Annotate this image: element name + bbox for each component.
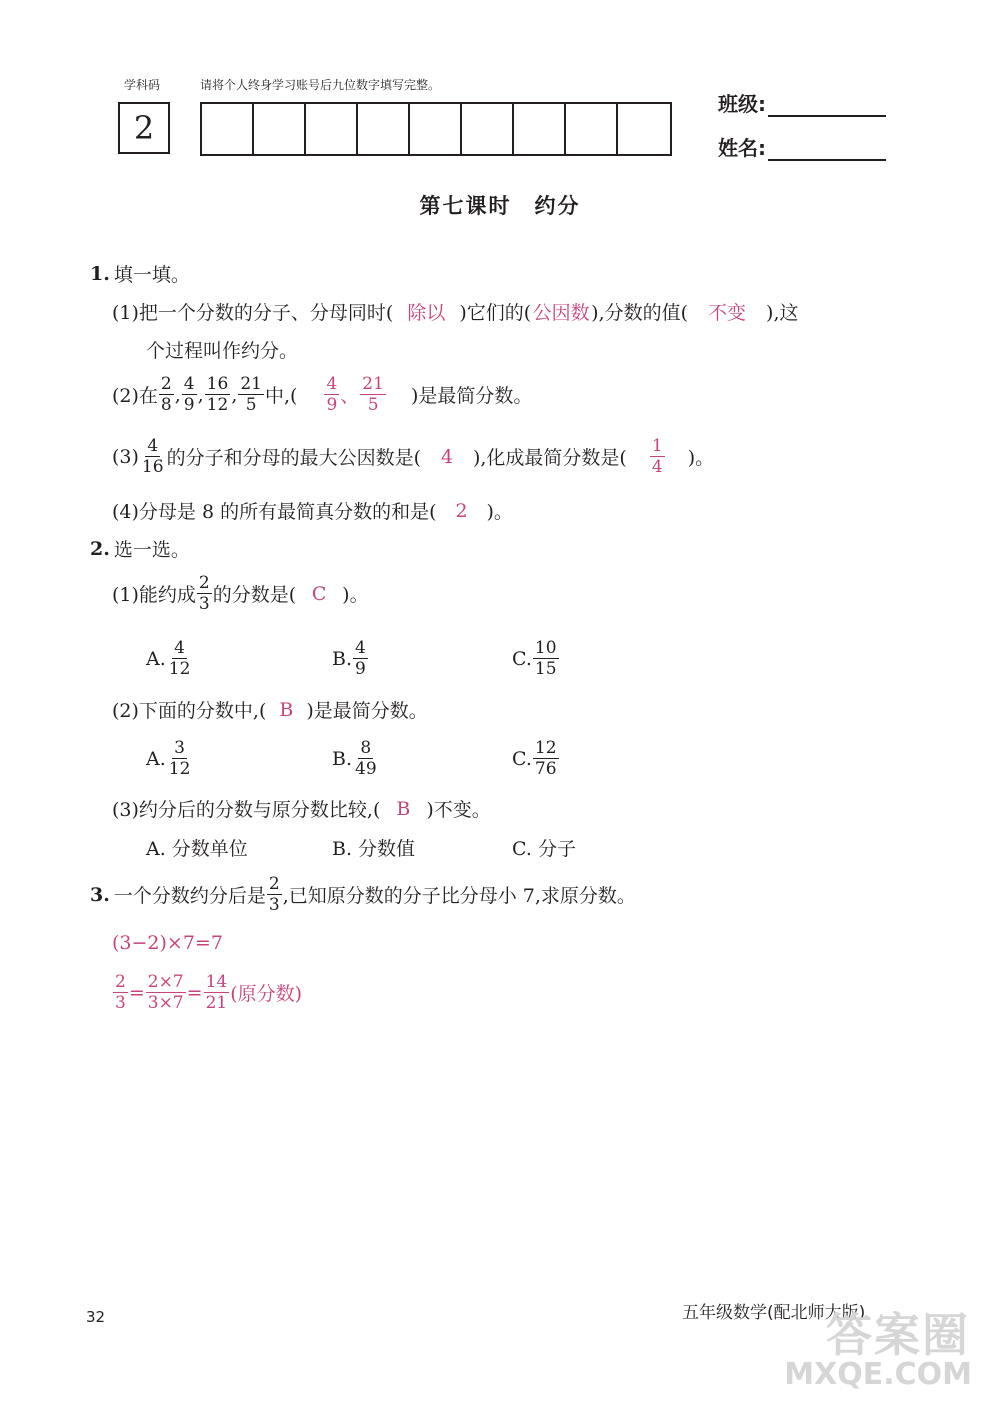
numerator: 8 <box>360 738 372 758</box>
numerator: 4 <box>355 638 366 658</box>
numerator: 16 <box>206 374 229 394</box>
account-instruction: 请将个人终身学习账号后九位数字填写完整。 <box>200 78 441 92</box>
account-digit-boxes <box>200 102 672 156</box>
name-field <box>718 132 886 161</box>
numerator: 2 <box>268 874 280 894</box>
denominator: 12 <box>168 659 191 679</box>
q2-p2-option-c <box>512 738 560 779</box>
q3-text-a: 一个分数约分后是 <box>113 885 266 907</box>
digit-box[interactable] <box>358 104 410 154</box>
subject-code-box: 2 <box>118 102 170 154</box>
fraction <box>146 972 186 1013</box>
q1-p3-answer-1: 4 <box>440 445 454 468</box>
q1-p2-text-a: (2)在 <box>112 385 158 407</box>
fraction <box>650 436 665 477</box>
q2-p3-text-b: )不变。 <box>426 799 491 821</box>
numerator: 4 <box>183 374 195 394</box>
fraction <box>353 738 379 779</box>
q3-number: 3. <box>90 883 110 906</box>
subject-code-label: 学科码 <box>124 78 161 92</box>
digit-box[interactable] <box>254 104 306 154</box>
q1-p1-text-a: (1)把一个分数的分子、分母同时( <box>112 302 394 324</box>
q2-p3 <box>112 795 491 822</box>
q2-p2 <box>112 696 428 723</box>
q1-p1-answer-3: 不变 <box>708 302 747 324</box>
digit-box[interactable] <box>566 104 618 154</box>
fraction <box>533 738 559 779</box>
q1-p2: (2)在 $\frac{2}{8}$ , $\frac{4}{9}$ , $\frac{16}{12}$ , $\frac{21}{5}$ 中,( $\frac{4}{9}$ 、 $\frac{21}{5}$ )是最简分数。 <box>112 374 533 415</box>
q2-p2-text-a: (2)下面的分数中,( <box>112 700 267 722</box>
q1-p1-line1 <box>112 298 798 325</box>
denominator: 3 <box>115 993 126 1013</box>
fraction <box>140 436 166 477</box>
option-letter: C. <box>512 647 532 670</box>
fraction <box>167 638 193 679</box>
digit-box[interactable] <box>514 104 566 154</box>
fraction <box>167 738 193 779</box>
q2-p2-option-b <box>332 738 380 779</box>
digit-box[interactable] <box>618 104 670 154</box>
q2-p1-option-c <box>512 638 560 679</box>
numerator: 2 <box>160 374 172 394</box>
numerator: 4 <box>326 374 338 394</box>
q1-number: 1. <box>90 262 110 285</box>
q1-p4-text-a: (4)分母是 8 的所有最简真分数的和是( <box>112 501 437 523</box>
q2-p3-option-c: C. 分子 <box>512 838 576 860</box>
fraction <box>360 374 386 415</box>
denominator: 76 <box>534 759 557 779</box>
q2-p1 <box>112 573 369 614</box>
option-letter: C. <box>512 747 532 770</box>
equals-sign: = <box>128 981 145 1004</box>
q2-p3-option-b: B. 分数值 <box>332 838 416 860</box>
q3-solution-tail: (原分数) <box>230 983 303 1005</box>
fraction <box>113 972 128 1013</box>
q1-p4 <box>112 497 513 524</box>
q2-p1-option-b <box>332 638 369 679</box>
numerator: 14 <box>205 972 228 992</box>
denominator: 9 <box>183 395 195 415</box>
q2-p1-answer: C <box>311 582 327 605</box>
option-letter: A. <box>146 747 166 770</box>
q1-p1-answer-1: 除以 <box>407 302 446 324</box>
denominator: 15 <box>534 659 557 679</box>
q1-p1-answer-2: 公因数 <box>532 302 590 324</box>
numerator: 12 <box>534 738 557 758</box>
q2-number: 2. <box>90 537 110 560</box>
numerator: 21 <box>362 374 384 394</box>
q1-p3-text-d: )。 <box>687 447 715 469</box>
numerator: 4 <box>147 436 159 456</box>
fraction <box>205 374 231 415</box>
q1-p2-text-c: )是最简分数。 <box>410 385 533 407</box>
denominator: 12 <box>206 395 229 415</box>
denominator: 3 <box>198 594 210 614</box>
q3-solution-line-1: (3−2)×7=7 <box>112 932 223 954</box>
q2-p1-text-c: )。 <box>342 584 369 606</box>
digit-box[interactable] <box>410 104 462 154</box>
fraction <box>353 638 368 679</box>
q2-p1-text-b: 的分数是( <box>212 584 297 606</box>
q1-p3-text-c: ),化成最简分数是( <box>472 447 627 469</box>
q3-solution-line-2 <box>112 972 302 1013</box>
q1-p3-text-b: 的分子和分母的最大公因数是( <box>166 447 421 469</box>
q1-p1-line2: 个过程叫作约分。 <box>146 340 299 362</box>
fraction <box>204 972 230 1013</box>
numerator: 2×7 <box>147 972 184 992</box>
denominator: 3×7 <box>147 993 184 1013</box>
q1-p3-answer-2 <box>649 436 666 477</box>
option-letter: B. <box>332 747 353 770</box>
fraction <box>533 638 559 679</box>
q3-heading <box>90 874 636 915</box>
digit-box[interactable] <box>462 104 514 154</box>
q2-p2-option-a <box>146 738 193 779</box>
q1-p3-text-a: (3) <box>112 445 139 468</box>
equals-sign: = <box>186 981 203 1004</box>
watermark-logo-text: 答案圈 <box>826 1308 970 1362</box>
fraction <box>159 374 174 415</box>
numerator: 1 <box>651 436 663 456</box>
q2-p3-option-a: A. 分数单位 <box>146 838 248 860</box>
denominator: 9 <box>326 395 338 415</box>
q3-text-b: ,已知原分数的分子比分母小 7,求原分数。 <box>282 885 636 907</box>
fraction <box>197 573 212 614</box>
name-input-line[interactable] <box>768 137 886 161</box>
denominator: 21 <box>205 993 228 1013</box>
q2-heading <box>90 535 190 562</box>
numerator: 10 <box>534 638 557 658</box>
numerator: 4 <box>174 638 185 658</box>
q2-p2-answer: B <box>279 698 294 721</box>
denominator: 4 <box>651 457 663 477</box>
watermark-url: MXQE.COM <box>784 1357 972 1392</box>
denominator: 8 <box>160 395 172 415</box>
page-title: 第七课时 约分 <box>419 194 581 218</box>
numerator: 2 <box>198 573 210 593</box>
q2-p2-text-b: )是最简分数。 <box>306 700 428 722</box>
q2-p1-option-a <box>146 638 193 679</box>
book-title: 五年级数学(配北师大版) <box>682 1303 866 1323</box>
q2-p1-text-a: (1)能约成 <box>112 584 196 606</box>
fraction <box>267 874 282 915</box>
denominator: 3 <box>268 895 280 915</box>
numerator: 3 <box>174 738 185 758</box>
class-input-line[interactable] <box>768 93 886 117</box>
q2-p3-answer: B <box>396 797 411 820</box>
denominator: 12 <box>168 759 191 779</box>
q2-p3-text-a: (3)约分后的分数与原分数比较,( <box>112 799 381 821</box>
q1-p4-answer: 2 <box>455 499 468 522</box>
q1-p1-text-c: ),分数的值( <box>591 302 689 324</box>
q1-text: 填一填。 <box>113 264 190 286</box>
denominator: 5 <box>245 395 257 415</box>
q1-p4-text-b: )。 <box>486 501 513 523</box>
fraction <box>324 374 339 415</box>
denominator: 16 <box>141 457 164 477</box>
name-label: 姓名: <box>718 136 766 160</box>
q1-p1-text-d: ),这 <box>766 302 799 324</box>
numerator: 21 <box>240 374 262 394</box>
q2-text: 选一选。 <box>113 539 190 561</box>
class-label: 班级: <box>718 92 766 116</box>
denominator: 5 <box>367 395 379 415</box>
q1-p1-text-b: )它们的( <box>459 302 532 324</box>
q1-p2-text-b: 中,( <box>265 385 298 407</box>
q1-p3 <box>112 436 714 477</box>
page-number: 32 <box>86 1308 106 1326</box>
denominator: 9 <box>355 659 366 679</box>
digit-box[interactable] <box>306 104 358 154</box>
fraction <box>182 374 197 415</box>
option-letter: A. <box>146 647 166 670</box>
watermark-logo <box>722 1295 982 1405</box>
class-field <box>718 88 886 117</box>
digit-box[interactable] <box>202 104 254 154</box>
numerator: 2 <box>115 972 126 992</box>
denominator: 49 <box>355 759 377 779</box>
option-letter: B. <box>332 647 353 670</box>
fraction <box>238 374 264 415</box>
q1-p2-answer: $\frac{4}{9}$ 、 $\frac{21}{5}$ <box>326 374 384 415</box>
q1-heading <box>90 260 190 287</box>
